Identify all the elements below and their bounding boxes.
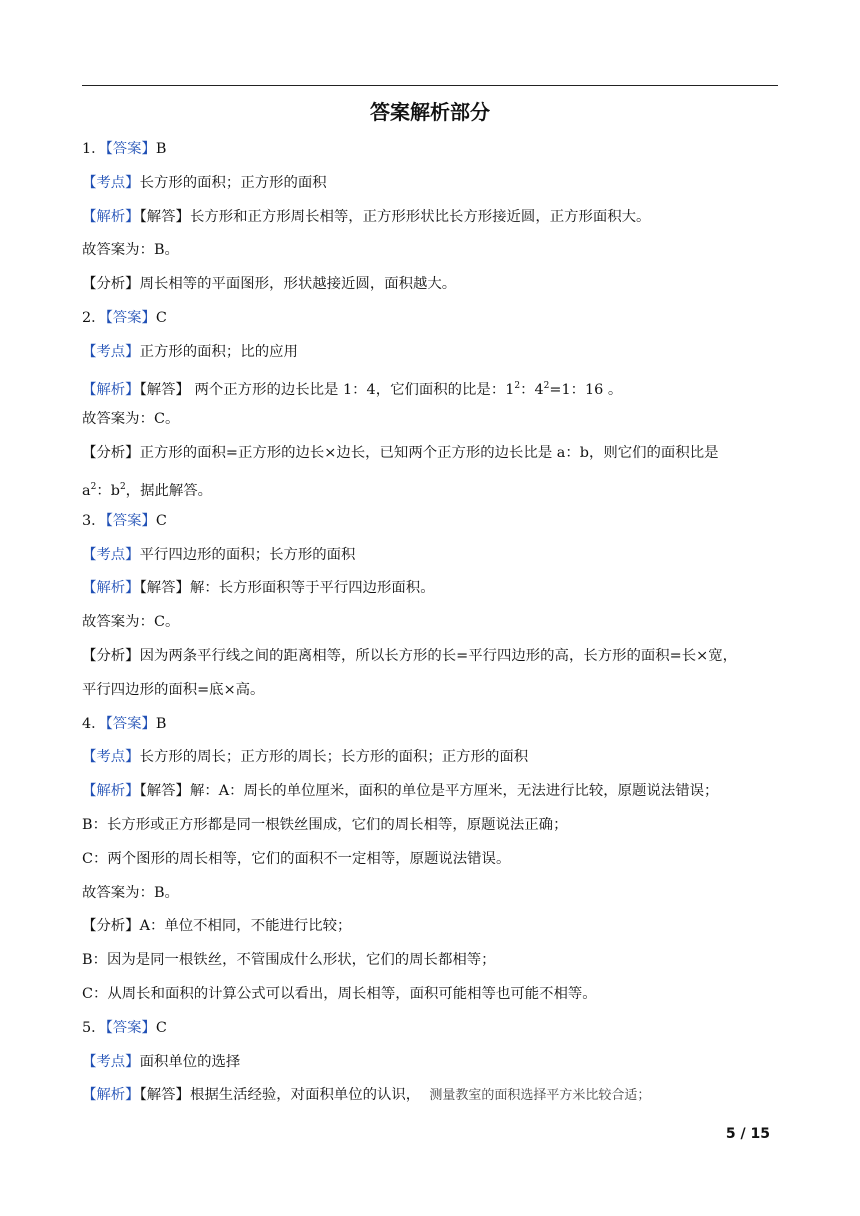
q4-note-b: B：因为是同一根铁丝，不管围成什么形状，它们的周长都相等； <box>82 952 496 969</box>
point-text: 正方形的面积；比的应用 <box>139 343 298 360</box>
q1-conclusion: 故答案为：B。 <box>82 242 179 259</box>
analysis-tag: 【解析】 <box>82 208 140 225</box>
note-text: a <box>82 482 91 499</box>
q2-note-1: 【分析】正方形的面积=正方形的边长×边长，已知两个正方形的边长比是 a：b，则它们的面积比是 <box>82 445 719 462</box>
point-text: 长方形的面积；正方形的面积 <box>139 174 327 191</box>
q4-answer-line <box>82 713 782 747</box>
page-title: 答案解析部分 <box>370 100 490 124</box>
q4-conclusion: 故答案为：B。 <box>82 884 179 901</box>
q4-analysis-line <box>82 780 782 814</box>
point-tag: 【考点】 <box>82 343 140 360</box>
point-text: 长方形的周长；正方形的周长；长方形的面积；正方形的面积 <box>139 749 529 766</box>
answer-value: C <box>155 512 167 529</box>
q2-analysis-line <box>82 375 782 409</box>
q5-analysis-line <box>82 1084 782 1118</box>
q5-answer-line <box>82 1017 782 1051</box>
answer-value: C <box>155 309 167 326</box>
point-text: 面积单位的选择 <box>139 1053 241 1070</box>
point-text: 平行四边形的面积；长方形的面积 <box>139 546 356 563</box>
analysis-text: 【解答】解：长方形面积等于平行四边形面积。 <box>139 580 435 597</box>
q3-answer-line <box>82 510 782 544</box>
answer-value: B <box>155 715 167 732</box>
point-tag: 【考点】 <box>82 546 140 563</box>
q4-line-b: B：长方形或正方形都是同一根铁丝围成，它们的周长相等，原题说法正确； <box>82 816 568 833</box>
analysis-text: ：4 <box>520 381 544 398</box>
analysis-text: 【解答】解：A：周长的单位厘米，面积的单位是平方厘米，无法进行比较，原题说法错误； <box>139 783 719 800</box>
q3-point-line <box>82 544 782 578</box>
answer-tag: 【答案】 <box>105 512 156 529</box>
superscript: 2 <box>90 481 97 492</box>
analysis-tag: 【解析】 <box>82 783 140 800</box>
question-number: 3． <box>82 512 106 529</box>
q4-point-line <box>82 746 782 780</box>
q5-point-line <box>82 1051 782 1085</box>
question-number: 4． <box>82 715 106 732</box>
answer-tag: 【答案】 <box>105 1019 156 1036</box>
q1-answer-line <box>82 138 782 172</box>
point-tag: 【考点】 <box>82 749 140 766</box>
analysis-text: 【解答】长方形和正方形周长相等，正方形形状比长方形接近圆，正方形面积大。 <box>139 208 651 225</box>
analysis-tag: 【解析】 <box>82 381 140 398</box>
superscript: 2 <box>543 380 550 391</box>
answer-value: C <box>155 1019 167 1036</box>
note-text: ：b <box>96 482 120 499</box>
analysis-tag: 【解析】 <box>82 580 140 597</box>
q1-note: 【分析】周长相等的平面图形，形状越接近圆，面积越大。 <box>82 276 457 293</box>
superscript: 2 <box>119 481 126 492</box>
analysis-text: =1：16 。 <box>549 381 623 398</box>
answer-tag: 【答案】 <box>105 141 156 157</box>
header-rule <box>82 85 778 86</box>
q4-line-c: C：两个图形的周长相等，它们的面积不一定相等，原题说法错误。 <box>82 850 511 867</box>
note-text: ，据此解答。 <box>125 482 213 499</box>
q3-note-1: 【分析】因为两条平行线之间的距离相等，所以长方形的长=平行四边形的高，长方形的面积=长×宽， <box>82 647 737 664</box>
analysis-tag: 【解析】 <box>82 1087 140 1104</box>
q2-answer-line <box>82 307 782 341</box>
answer-content <box>82 138 782 1118</box>
analysis-text: 【解答】 两个正方形的边长比是 1：4，它们面积的比是：1 <box>139 381 515 398</box>
q4-note-a: 【分析】A：单位不相同，不能进行比较； <box>82 918 352 935</box>
question-number: 1． <box>82 141 106 157</box>
q1-analysis-line <box>82 206 782 240</box>
q2-point-line <box>82 341 782 375</box>
question-number: 5． <box>82 1019 106 1036</box>
q3-analysis-line <box>82 577 782 611</box>
point-tag: 【考点】 <box>82 1053 140 1070</box>
question-number: 2． <box>82 309 106 326</box>
q4-note-c: C：从周长和面积的计算公式可以看出，周长相等，面积可能相等也可能不相等。 <box>82 985 597 1002</box>
q2-conclusion: 故答案为：C。 <box>82 411 180 428</box>
answer-tag: 【答案】 <box>105 715 156 732</box>
q1-point-line <box>82 172 782 206</box>
answer-tag: 【答案】 <box>105 309 156 326</box>
q3-conclusion: 故答案为：C。 <box>82 614 180 631</box>
q2-note-2 <box>82 476 782 510</box>
page-number: 5 / 15 <box>725 1126 770 1142</box>
superscript: 2 <box>514 380 521 391</box>
point-tag: 【考点】 <box>82 174 140 191</box>
analysis-text-continued: 测量教室的面积选择平方米比较合适； <box>429 1088 651 1104</box>
q3-note-2: 平行四边形的面积=底×高。 <box>82 681 265 698</box>
analysis-text: 【解答】根据生活经验，对面积单位的认识， <box>139 1087 421 1104</box>
answer-value: B <box>155 141 167 157</box>
